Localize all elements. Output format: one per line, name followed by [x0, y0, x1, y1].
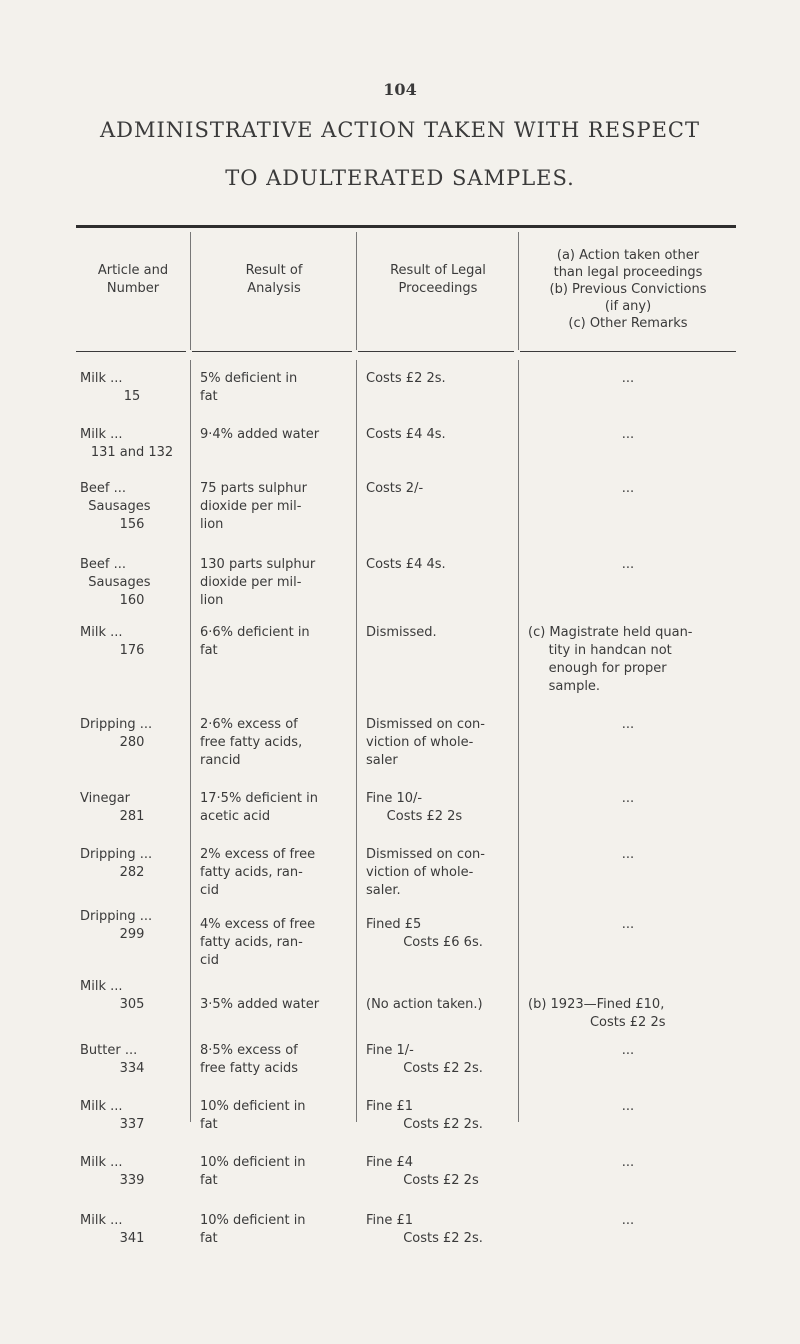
table-row-article: Milk ... 15	[80, 371, 141, 404]
table-row-remarks: ...	[621, 847, 635, 862]
table-row-remarks: ...	[621, 1213, 635, 1228]
table-row-analysis: 9·4% added water	[200, 427, 320, 442]
table-row-article: Dripping ... 280	[80, 717, 153, 750]
column-divider	[518, 232, 519, 350]
column-divider	[190, 232, 191, 350]
table-row-analysis: 2% excess of free fatty acids, ran- cid	[200, 847, 316, 898]
table-row-article: Milk ... 176	[80, 625, 145, 658]
table-row-analysis: 3·5% added water	[200, 997, 320, 1012]
table-row-remarks: ...	[621, 481, 635, 496]
table-row-legal: Fine 10/- Costs £2 2s	[366, 791, 463, 824]
table-row-legal: (No action taken.)	[366, 997, 483, 1012]
table-row-analysis: 130 parts sulphur dioxide per mil- lion	[200, 557, 316, 608]
page-subtitle: TO ADULTERATED SAMPLES.	[225, 166, 575, 190]
table-row-remarks: ...	[621, 791, 635, 806]
table-row-legal: Costs £2 2s.	[366, 371, 446, 386]
table-row-remarks: ...	[621, 1099, 635, 1114]
table-row-analysis: 6·6% deficient in fat	[200, 625, 310, 658]
table-row-article: Milk ... 339	[80, 1155, 145, 1188]
header-rule	[76, 351, 186, 352]
table-row-article: Milk ... 305	[80, 979, 145, 1012]
table-row-remarks: ...	[621, 427, 635, 442]
table-row-analysis: 17·5% deficient in acetic acid	[200, 791, 318, 824]
table-row-remarks: ...	[621, 371, 635, 386]
table-row-remarks: ...	[621, 1043, 635, 1058]
table-row-analysis: 2·6% excess of free fatty acids, rancid	[200, 717, 303, 768]
table-row-remarks: ...	[621, 917, 635, 932]
table-row-remarks: (b) 1923—Fined £10, Costs £2 2s	[528, 997, 666, 1030]
table-row-legal: Fine £1 Costs £2 2s.	[366, 1099, 483, 1132]
table-row-remarks: ...	[621, 717, 635, 732]
table-row-legal: Fine 1/- Costs £2 2s.	[366, 1043, 483, 1076]
table-row-article: Dripping ... 282	[80, 847, 153, 880]
table-row-article: Beef ... Sausages 156	[80, 481, 151, 532]
column-divider	[190, 360, 191, 1122]
table-row-remarks: (c) Magistrate held quan- tity in handcan not enough for proper sample.	[528, 625, 693, 694]
table-row-analysis: 8·5% excess of free fatty acids	[200, 1043, 299, 1076]
page-number: 104	[383, 80, 417, 99]
header-rule	[192, 351, 352, 352]
header-article: Article and Number	[97, 263, 169, 296]
table-row-legal: Costs £4 4s.	[366, 427, 446, 442]
table-row-analysis: 4% excess of free fatty acids, ran- cid	[200, 917, 316, 968]
table-row-legal: Costs £4 4s.	[366, 557, 446, 572]
table-row-legal: Fine £4 Costs £2 2s	[366, 1155, 479, 1188]
column-divider	[356, 360, 357, 1122]
table-top-rule	[76, 225, 736, 228]
table-row-article: Butter ... 334	[80, 1043, 145, 1076]
table-row-analysis: 5% deficient in fat	[200, 371, 298, 404]
table-row-analysis: 75 parts sulphur dioxide per mil- lion	[200, 481, 307, 532]
table-row-legal: Fined £5 Costs £6 6s.	[366, 917, 483, 950]
header-rule	[520, 351, 736, 352]
table-row-legal: Costs 2/-	[366, 481, 424, 496]
table-row-remarks: ...	[621, 1155, 635, 1170]
table-row-remarks: ...	[621, 557, 635, 572]
column-divider	[356, 232, 357, 350]
table-row-legal: Fine £1 Costs £2 2s.	[366, 1213, 483, 1246]
table-row-analysis: 10% deficient in fat	[200, 1099, 306, 1132]
header-rule	[358, 351, 514, 352]
header-analysis: Result of Analysis	[245, 263, 303, 296]
table-row-article: Milk ... 337	[80, 1099, 145, 1132]
page-title: ADMINISTRATIVE ACTION TAKEN WITH RESPECT	[100, 118, 700, 142]
table-row-article: Milk ... 131 and 132	[80, 427, 174, 460]
table-row-legal: Dismissed on con- viction of whole- saler	[366, 717, 485, 768]
table-row-analysis: 10% deficient in fat	[200, 1213, 306, 1246]
column-divider	[518, 360, 519, 1122]
table-row-legal: Dismissed.	[366, 625, 437, 640]
header-remarks: (a) Action taken other than legal proceedings (b) Previous Convictions (if any) (c) Other Remarks	[549, 248, 707, 331]
header-legal: Result of Legal Proceedings	[390, 263, 486, 296]
table-row-legal: Dismissed on con- viction of whole- saler.	[366, 847, 485, 898]
table-row-analysis: 10% deficient in fat	[200, 1155, 306, 1188]
table-row-article: Beef ... Sausages 160	[80, 557, 151, 608]
table-row-article: Vinegar 281	[80, 791, 145, 824]
table-row-article: Dripping ... 299	[80, 909, 153, 942]
table-row-article: Milk ... 341	[80, 1213, 145, 1246]
